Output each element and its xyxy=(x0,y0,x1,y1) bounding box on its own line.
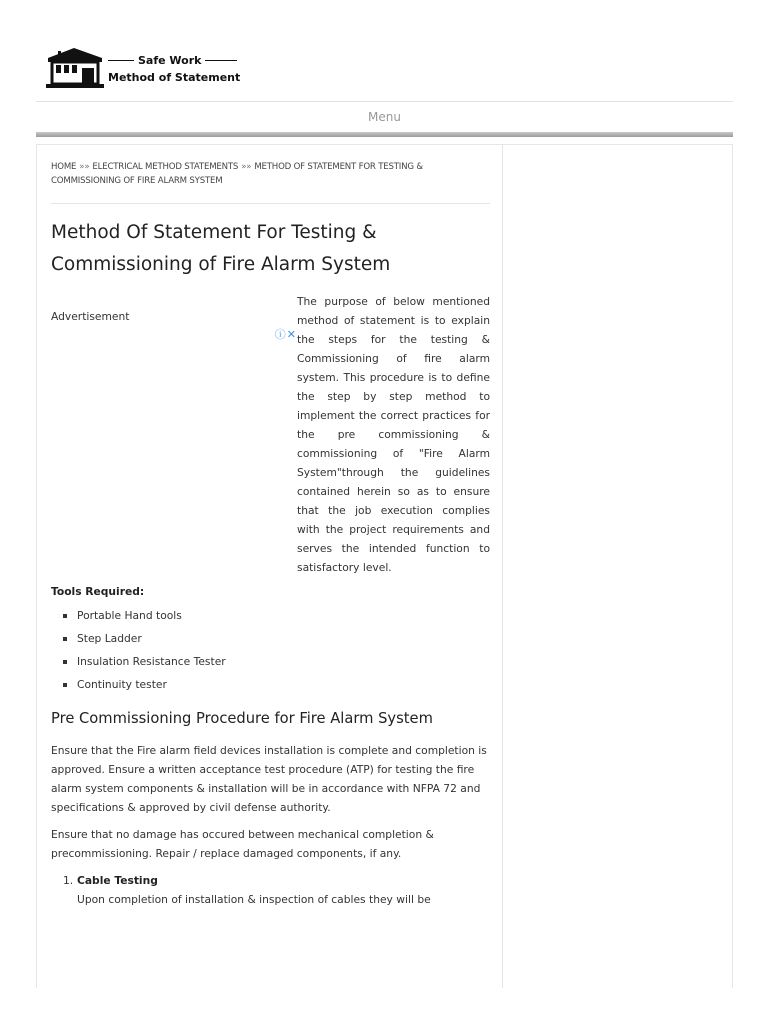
tools-list xyxy=(51,604,490,696)
ad-label: Advertisement xyxy=(51,310,130,323)
breadcrumb-current: METHOD OF STATEMENT FOR TESTING & COMMISSIONING OF FIRE ALARM SYSTEM xyxy=(51,162,423,186)
step-text: Upon completion of installation & inspection of cables they will be xyxy=(77,893,431,906)
breadcrumb xyxy=(51,160,490,204)
page-title: Method Of Statement For Testing & Commissioning of Fire Alarm System xyxy=(51,222,391,275)
list-item: Portable Hand tools xyxy=(51,604,490,627)
procedure-paragraph-2: Ensure that no damage has occured between mechanical completion & precommissioning. Repair / replace damaged components, if any. xyxy=(51,828,434,860)
list-item: Insulation Resistance Tester xyxy=(51,650,490,673)
breadcrumb-home-link[interactable]: HOME xyxy=(51,162,77,172)
article-main xyxy=(51,160,490,909)
list-item: Step Ladder xyxy=(51,627,490,650)
intro-paragraph: The purpose of below mentioned method of statement is to explain the steps for the testing & Commissioning of fire alarm system. This procedure is to define the step by step method to implement the correct practices for the pre commissioning & commissioning of "Fire Alarm System"through the guidelines contained herein so as to ensure that the job execution complies with the project requirements and serves the intended function to satisfactory level. xyxy=(297,295,490,574)
procedure-paragraph-1: Ensure that the Fire alarm field devices installation is complete and completion is approved. Ensure a written acceptance test procedure (ATP) for testing the fire alarm system components & installation will be in accordance with NFPA 72 and specifications & approved by civil defense authority. xyxy=(51,744,487,814)
tools-heading: Tools Required: xyxy=(51,585,145,598)
list-item: Continuity tester xyxy=(51,673,490,696)
logo-dash-right xyxy=(205,60,237,61)
site-header xyxy=(36,38,732,98)
breadcrumb-separator: »» xyxy=(241,162,252,172)
breadcrumb-category-link[interactable]: ELECTRICAL METHOD STATEMENTS xyxy=(92,162,239,172)
logo-tagline xyxy=(108,54,240,67)
menu-button[interactable]: Menu xyxy=(368,110,401,124)
breadcrumb-separator: »» xyxy=(79,162,90,172)
menu-bar xyxy=(36,101,733,137)
intro-section xyxy=(51,292,490,577)
logo-icon[interactable] xyxy=(46,46,104,88)
ad-block[interactable] xyxy=(51,301,297,581)
logo-dash-left xyxy=(108,60,134,61)
step-title: Cable Testing xyxy=(77,874,158,887)
logo-line-2: Method of Statement xyxy=(108,71,241,84)
procedure-steps-list xyxy=(51,871,490,909)
sidebar-divider xyxy=(502,144,503,988)
list-item xyxy=(51,871,490,909)
section-heading: Pre Commissioning Procedure for Fire Alarm System xyxy=(51,710,433,727)
menu-bar-shadow xyxy=(36,132,733,137)
site-logo-text[interactable] xyxy=(108,54,240,84)
ad-choices-close-icon[interactable]: ⓘ✕ xyxy=(274,328,297,341)
logo-line-1: Safe Work xyxy=(138,54,202,67)
step-number: 1. xyxy=(63,874,74,887)
